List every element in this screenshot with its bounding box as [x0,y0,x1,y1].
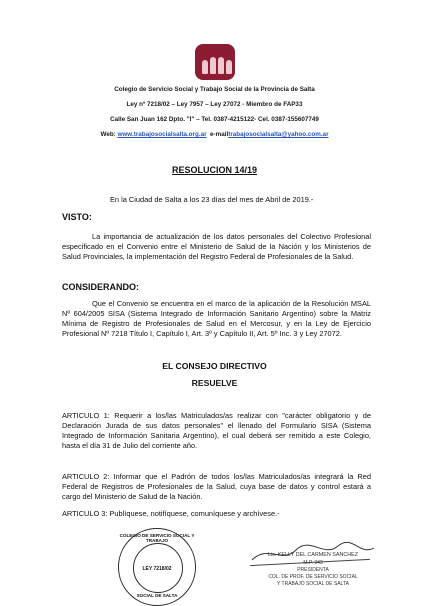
institution-name: Colegio de Servicio Social y Trabajo Social de la Provincia de Salta [114,86,315,93]
article-1: ARTICULO 1: Requerir a los/las Matriculados/as realizar con "carácter obligatorio y de Declaración Jurada de sus datos personales" el llenado del Formulario SISA (Sistema Integrado de Información Sanitaria Argentino), el cual deberá ser remitido a este Colegio, hasta el día 31 de Julio del corriente año. [62,411,371,450]
considerando-text: Que el Convenio se encuentra en el marco de la aplicación de la Resolución MSAL Nº 604/2005 SISA (Sistema Integrado de Información Sanitario Argentino) sobre la Matriz Mínima de Registro de Profesionales de Salud en el Mercosur, y en la Ley de Ejercicio Profesional Nº 7218 Título I, Capítulo I, Art. 3º y Capítulo II, Art. 5º Inc. 3 y Ley 27072. [62,299,371,338]
seal-law-text: LEY 7218/02 [142,566,172,572]
logo-figure-icon [210,57,216,74]
council-heading: EL CONSEJO DIRECTIVO [162,361,267,371]
laws-line: Ley nº 7218/02 – Ley 7957 – Ley 27072 - Miembro de FAP33 [126,101,303,108]
article-2: ARTICULO 2: Informar que el Padrón de todos los/las Matriculados/as integrará la Red Federal de Registros de Profesionales de la Salud, cuya base de datos y control estará a cargo del Ministerio de Salud de la Nación. [62,472,371,501]
email-link[interactable]: trabajosocialsalta@yahoo.com.ar [228,131,329,138]
address-line: Calle San Juan 162 Dpto. "I" – Tel. 0387-4215122- Cel. 0387-155607749 [110,116,319,123]
visto-text: La importancia de actualización de los datos personales del Colectivo Profesional especificado en el Convenio entre el Ministerio de Salud de la Nación y los Ministerios de Salud Provinciales, la implementación del Registro Federal de Profesionales de la Salud. [62,232,371,261]
signature-block [238,540,388,600]
institution-logo [195,44,235,80]
date-line: En la Ciudad de Salta a los 23 días del mes de Abril de 2019.- [110,195,314,204]
signer-role: PRESIDENTA [297,567,329,573]
web-label: Web: [100,131,116,138]
seal-top-text: COLEGIO DE SERVICIO SOCIAL Y TRABAJO [119,533,195,543]
logo-figure-icon [202,60,208,74]
resuelve-heading: RESUELVE [191,378,238,388]
seal-bottom-text: SOCIAL DE SALTA [136,593,178,598]
logo-figure-icon [218,57,224,74]
web-link[interactable]: www.trabajosocialsalta.org.ar [117,131,207,138]
signer-org-2: Y TRABAJO SOCIAL DE SALTA [277,581,349,587]
logo-figure-icon [226,60,232,74]
resolution-title: RESOLUCION 14/19 [171,165,258,175]
contact-line [0,131,429,138]
signer-mp: M.P. 343 [303,560,323,566]
email-label: e-mail [210,131,229,138]
signer-org-1: COL. DE PROF. DE SERVICIO SOCIAL [268,574,358,580]
visto-heading: VISTO: [62,212,92,222]
signer-name: Lic. KELLY DEL CARMEN SANCHEZ [267,552,359,558]
official-seal [118,528,196,606]
considerando-heading: CONSIDERANDO: [62,282,140,292]
article-3: ARTICULO 3: Publíquese, notifíquese, comuníquese y archívese.- [62,509,280,518]
